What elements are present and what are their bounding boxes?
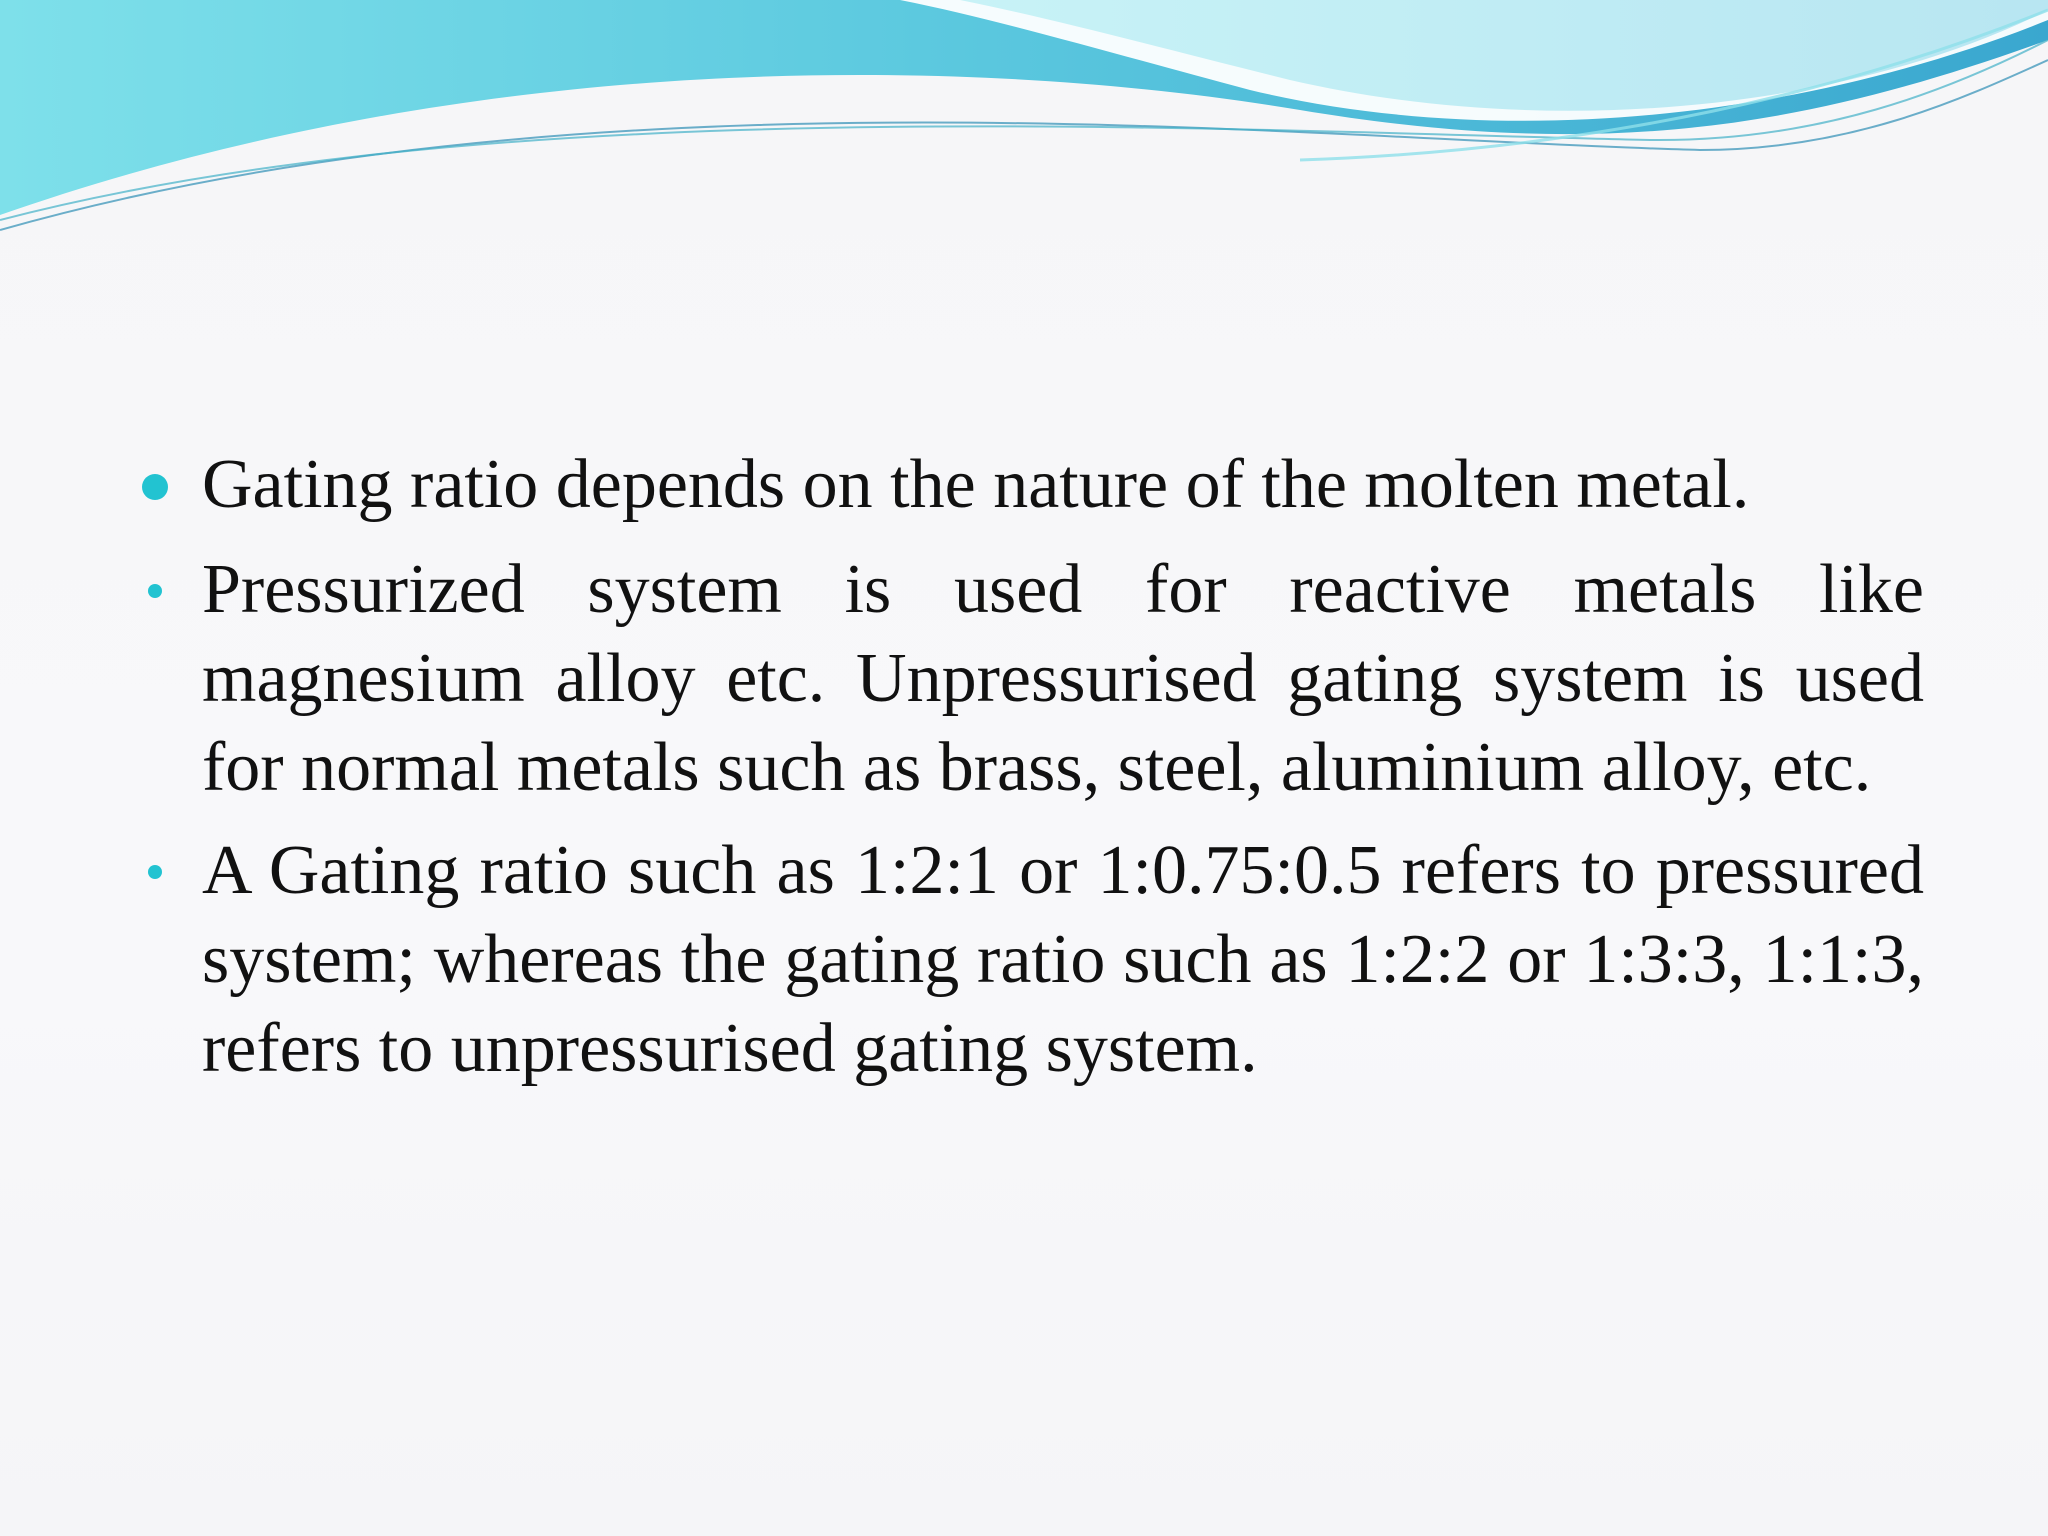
bullet-text: A Gating ratio such as 1:2:1 or 1:0.75:0.5 refers to pressured system; whereas the gating ratio such as 1:2:2 or 1:3:3, 1:1:3, refers to unpressurised gating system.: [202, 832, 1924, 1087]
header-wave-decoration: [0, 0, 2048, 240]
bullet-text: Gating ratio depends on the nature of the molten metal.: [202, 446, 1750, 523]
bullet-item: [138, 440, 1924, 529]
bullet-dot-icon: [148, 584, 162, 598]
bullet-dot-icon: [142, 474, 168, 500]
bullet-text: Pressurized system is used for reactive metals like magnesium alloy etc. Unpressurised gating system is used for normal metals such as brass, steel, aluminium alloy, etc.: [202, 551, 1924, 806]
bullet-item: [138, 545, 1924, 812]
bullet-dot-icon: [148, 865, 162, 879]
bullet-item: [138, 826, 1924, 1093]
bullet-list: [138, 440, 1924, 1107]
